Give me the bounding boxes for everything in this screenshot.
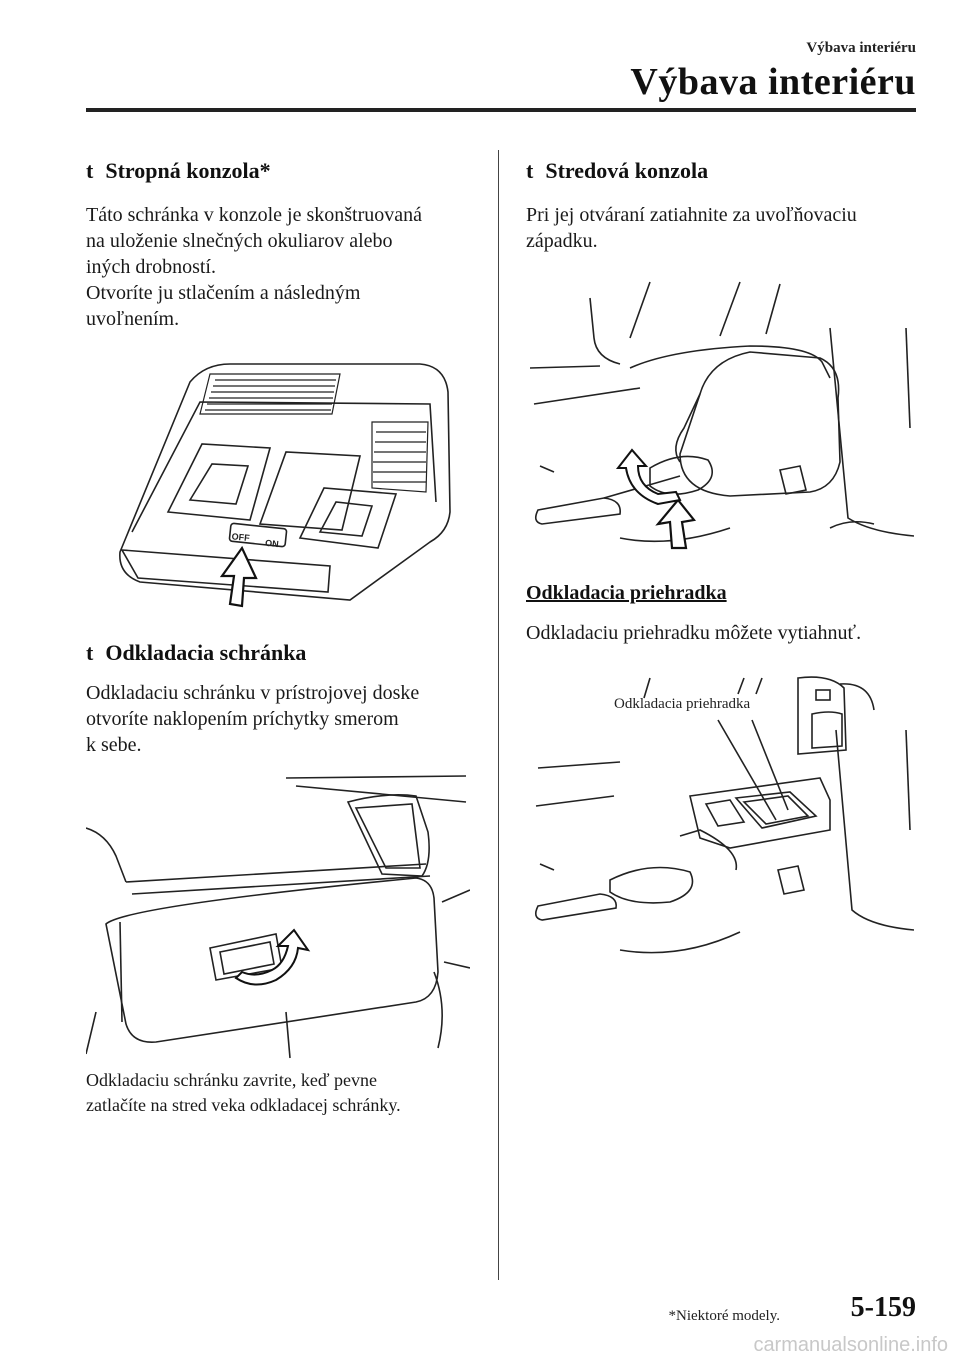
running-header: Výbava interiéru: [806, 40, 916, 56]
console-hook: [780, 466, 806, 494]
header-rule: [86, 108, 916, 112]
tray-illustration: [530, 670, 914, 970]
section-title-text: Stropná konzola*: [105, 158, 271, 183]
tray-subheading: Odkladacia priehradka: [526, 582, 727, 604]
section-title-overhead-console: [86, 158, 271, 184]
overhead-console-text: [86, 202, 422, 332]
glove-box-lid: [106, 878, 438, 1042]
glove-box-text: [86, 680, 419, 758]
text-line: Táto schránka v konzole je skonštruovaná: [86, 204, 423, 226]
glove-box-caption: [86, 1068, 401, 1118]
section-bullet: t: [86, 640, 94, 665]
section-title-text: Stredová konzola: [545, 158, 709, 183]
text-line: Otvoríte ju stlačením a následným: [86, 282, 361, 304]
seat-edge: [830, 328, 914, 536]
page-title: Výbava interiéru: [630, 61, 916, 103]
text-line: na uloženie slnečných okuliarov alebo: [86, 230, 393, 252]
vent-grille-left: [200, 374, 340, 414]
glove-box-illustration: [86, 772, 470, 1060]
parking-brake-lever: [536, 894, 616, 920]
section-title-center-console: [526, 158, 708, 184]
text-line: západku.: [526, 230, 598, 252]
parking-brake-lever: [536, 498, 620, 524]
section-title-glove-box: [86, 640, 306, 666]
caption-line: zatlačíte na stred veka odkladacej schránky.: [86, 1095, 401, 1115]
section-bullet: t: [86, 158, 94, 183]
text-line: Odkladaciu schránku v prístrojovej doske: [86, 682, 420, 704]
lamp-right: [300, 488, 396, 548]
tray-callout-label: Odkladacia priehradka: [614, 696, 751, 712]
watermark: carmanualsonline.info: [753, 1334, 948, 1356]
text-line: Odkladaciu priehradku môžete vytiahnuť.: [526, 622, 862, 644]
text-line: k sebe.: [86, 734, 142, 756]
section-bullet: t: [526, 158, 534, 183]
callout-leader: [752, 720, 788, 810]
caption-line: Odkladaciu schránku zavrite, keď pevne: [86, 1070, 378, 1090]
center-console-text: [526, 202, 857, 254]
section-title-text: Odkladacia schránka: [105, 640, 307, 665]
footnote: *Niektoré modely.: [668, 1308, 780, 1324]
switch-off-label: OFF: [231, 531, 251, 544]
tray-text: [526, 620, 861, 646]
page-number: 5-159: [850, 1292, 916, 1323]
lamp-left: [168, 444, 270, 520]
text-line: otvoríte naklopením príchytky smerom: [86, 708, 399, 730]
switch-on-label: ON: [264, 537, 280, 550]
text-line: uvoľnením.: [86, 308, 180, 330]
column-divider: [498, 150, 499, 1280]
vent-grille-right: [372, 422, 428, 492]
console-hook: [778, 866, 804, 894]
overhead-console-illustration: [110, 352, 470, 612]
text-line: iných drobností.: [86, 256, 216, 278]
seat-edge: [836, 730, 914, 930]
cup-holder: [610, 868, 693, 903]
center-console-illustration: [530, 278, 914, 568]
push-arrow-icon: [222, 548, 256, 606]
armrest-lid: [680, 352, 840, 496]
text-line: Pri jej otváraní zatiahnite za uvoľňovaciu: [526, 204, 857, 226]
dashboard-panel: [798, 677, 846, 754]
